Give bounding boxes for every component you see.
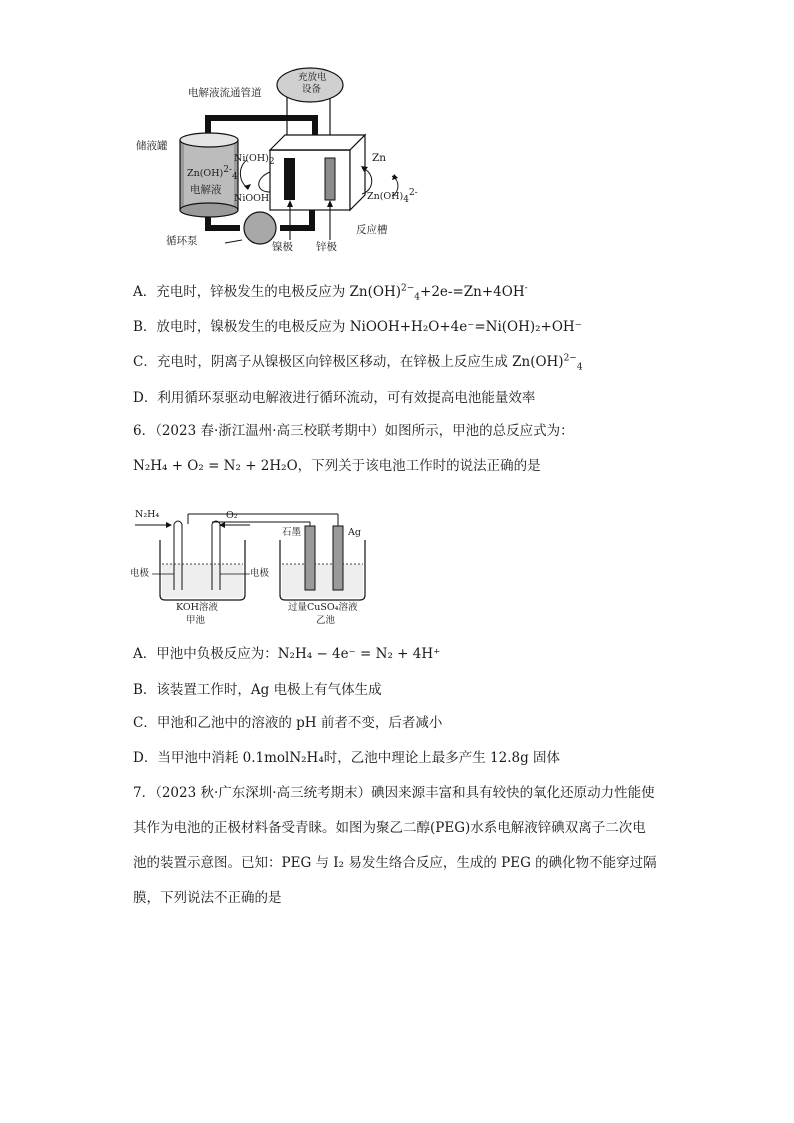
q6-option-b: B．该装置工作时，Ag 电极上有气体生成 [133,682,382,698]
graphite-label: 石墨 [282,527,302,538]
o2-label: O₂ [226,510,238,521]
cell-label: 反应槽 [356,224,388,236]
q7-line-1: 7．（2023 秋·广东深圳·高三统考期末）碘因来源丰富和具有较快的氧化还原动力性能使 [133,785,655,801]
figure-fuel-cell [130,500,380,630]
zinc-electrode [325,158,335,200]
jia-label: 甲池 [186,615,206,626]
znoh4-label: $Zn(OH)_4^{2-}$ [367,187,418,205]
pipe-bottom-right [280,208,312,228]
pipe-label: 电解液流通管道 [188,87,262,99]
q7-line-3: 池的装置示意图。已知：PEG 与 I₂ 易发生络合反应，生成的 PEG 的碘化物不能穿过隔 [133,855,657,871]
tank-electrolyte-label: 电解液 [190,184,222,196]
ag-label: Ag [348,527,361,538]
q5-option-d: D．利用循环泵驱动电解液进行循环流动，可有效提高电池能量效率 [133,390,536,406]
q6-option-d: D．当甲池中消耗 0.1molN₂H₄时，乙池中理论上最多产生 12.8g 固体 [133,750,561,766]
reaction-cell [270,150,350,210]
tank-species-label: Zn(OH)$^{2-}_4$ [187,164,238,182]
zn-label: Zn [372,152,387,164]
q5-option-a: A．充电时，锌极发生的电极反应为 Zn(OH)$^{2-}_4$+2e-=Zn+4OH- [133,283,528,303]
q5-option-c: C．充电时，阴离子从镍极区向锌极区移动，在锌极上反应生成 Zn(OH)$^{2-}_4$ [133,353,583,373]
pump-circle [244,212,276,244]
electrode-left-label: 电极 [130,568,150,579]
q6-stem: 6．（2023 春·浙江温州·高三校联考期中）如图所示，甲池的总反应式为： [133,423,574,439]
q7-line-2: 其作为电池的正极材料备受青睐。如图为聚乙二醇(PEG)水系电解液锌碘双离子二次电 [133,820,646,836]
q6-option-a: A．甲池中负极反应为：N₂H₄ − 4e⁻ = N₂ + 4H⁺ [133,646,441,662]
charger-label-line2: 设备 [302,84,322,95]
electrode-right-label: 电极 [250,568,270,579]
koh-label: KOH溶液 [176,602,218,613]
nioh2-label: $Ni(OH)_2$ [234,153,275,167]
niooh-label: NiOOH [234,193,270,204]
graphite-rod [305,526,315,590]
ag-rod [333,526,343,590]
q7-line-4: 膜，下列说法不正确的是 [133,890,282,906]
q6-option-c: C．甲池和乙池中的溶液的 pH 前者不变，后者减小 [133,715,443,731]
nickel-electrode-label: 镍极 [272,241,293,253]
q5-option-b: B．放电时，镍极发生的电极反应为 NiOOH+H₂O+4e⁻=Ni(OH)₂+OH⁻ [133,319,582,335]
q6-equation: N₂H₄ + O₂ = N₂ + 2H₂O，下列关于该电池工作时的说法正确的是 [133,458,541,474]
pump-label: 循环泵 [166,235,198,247]
charger-label-line1: 充放电 [298,72,327,83]
yi-label: 乙池 [316,615,336,626]
nickel-electrode [284,158,295,200]
cuso4-label: 过量CuSO₄溶液 [288,602,358,613]
n2h4-label: N₂H₄ [135,509,160,520]
zinc-electrode-label: 锌极 [316,241,337,253]
figure-flow-battery [130,60,430,260]
tank-label: 储液罐 [136,140,168,152]
